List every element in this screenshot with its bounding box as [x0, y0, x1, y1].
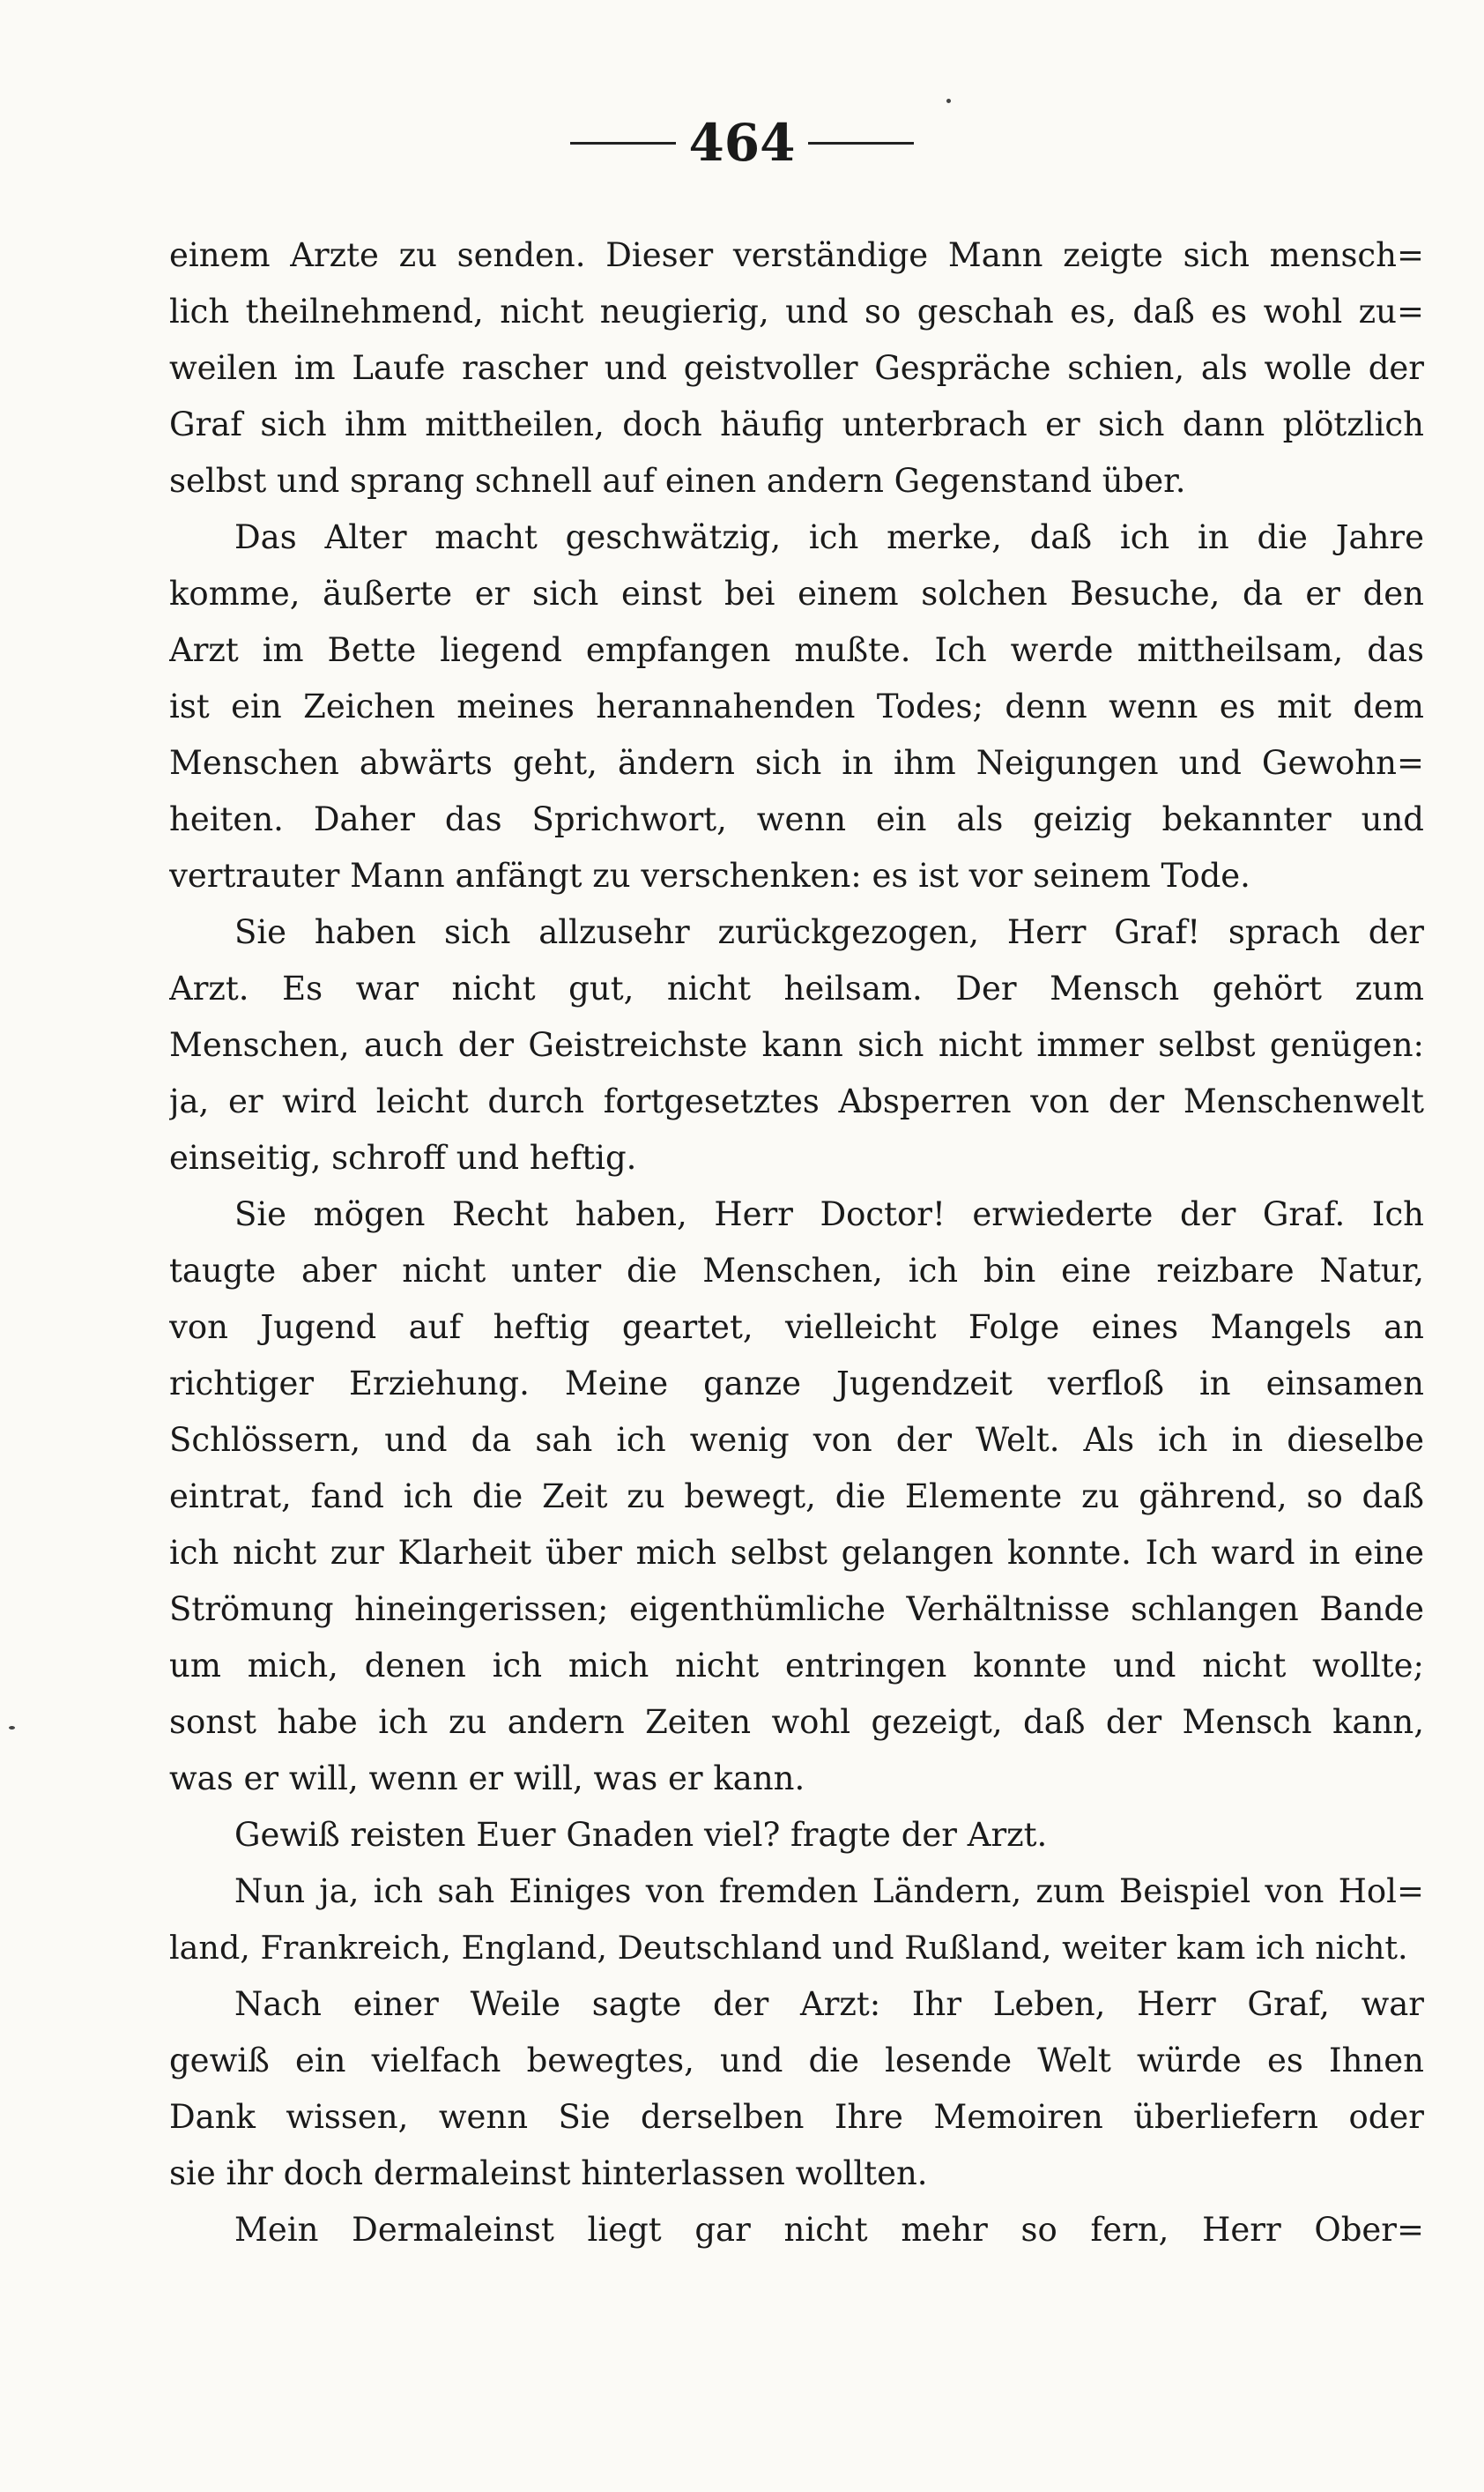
- text-line: ist ein Zeichen meines herannahenden Todes; denn wenn es mit dem: [169, 688, 1424, 725]
- text-line: von Jugend auf heftig geartet, vielleicht Folge eines Mangels an: [169, 1308, 1424, 1346]
- text-line: Mein Dermaleinst liegt gar nicht mehr so fern, Herr Ober=: [234, 2211, 1424, 2249]
- body-text: [169, 227, 1424, 2258]
- text-line: land, Frankreich, England, Deutschland und Rußland, weiter kam ich nicht.: [169, 1929, 1408, 1967]
- text-line: komme, äußerte er sich einst bei einem solchen Besuche, da er den: [169, 575, 1424, 613]
- text-line: Schlössern, und da sah ich wenig von der Welt. Als ich in dieselbe: [169, 1421, 1424, 1459]
- print-speck: [9, 1726, 15, 1730]
- page-header: [0, 113, 1484, 173]
- print-speck: [946, 99, 951, 103]
- text-line: was er will, wenn er will, was er kann.: [169, 1759, 805, 1797]
- text-line: taugte aber nicht unter die Menschen, ich bin eine reizbare Natur,: [169, 1252, 1424, 1290]
- text-line: richtiger Erziehung. Meine ganze Jugendzeit verfloß in einsamen: [169, 1365, 1424, 1402]
- text-line: weilen im Laufe rascher und geistvoller Gespräche schien, als wolle der: [169, 349, 1424, 387]
- text-line: selbst und sprang schnell auf einen andern Gegenstand über.: [169, 462, 1186, 500]
- text-line: vertrauter Mann anfängt zu verschenken: es ist vor seinem Tode.: [169, 857, 1250, 895]
- text-line: Dank wissen, wenn Sie derselben Ihre Memoiren überliefern oder: [169, 2098, 1424, 2136]
- text-line: Nach einer Weile sagte der Arzt: Ihr Leben, Herr Graf, war: [234, 1985, 1424, 2023]
- text-line: Strömung hineingerissen; eigenthümliche Verhältnisse schlangen Bande: [169, 1590, 1424, 1628]
- text-line: einseitig, schroff und heftig.: [169, 1139, 637, 1177]
- text-line: Arzt im Bette liegend empfangen mußte. Ich werde mittheilsam, das: [169, 631, 1424, 669]
- text-line: ich nicht zur Klarheit über mich selbst gelangen konnte. Ich ward in eine: [169, 1534, 1424, 1572]
- header-rule-right: [808, 142, 914, 145]
- text-line: Das Alter macht geschwätzig, ich merke, daß ich in die Jahre: [234, 518, 1424, 556]
- text-line: Menschen, auch der Geistreichste kann sich nicht immer selbst genügen:: [169, 1026, 1424, 1064]
- text-line: Nun ja, ich sah Einiges von fremden Ländern, zum Beispiel von Hol=: [234, 1872, 1424, 1910]
- page-number: 464: [688, 113, 796, 173]
- text-line: heiten. Daher das Sprichwort, wenn ein als geizig bekannter und: [169, 800, 1424, 838]
- text-line: Graf sich ihm mittheilen, doch häufig unterbrach er sich dann plötzlich: [169, 405, 1424, 443]
- header-rule-left: [570, 142, 676, 145]
- text-line: sie ihr doch dermaleinst hinterlassen wollten.: [169, 2154, 928, 2192]
- text-line: Sie mögen Recht haben, Herr Doctor! erwiederte der Graf. Ich: [234, 1195, 1424, 1233]
- text-line: Arzt. Es war nicht gut, nicht heilsam. Der Mensch gehört zum: [169, 970, 1424, 1008]
- text-line: ja, er wird leicht durch fortgesetztes Absperren von der Menschenwelt: [169, 1082, 1424, 1120]
- text-line: Sie haben sich allzusehr zurückgezogen, Herr Graf! sprach der: [234, 913, 1424, 951]
- text-line: Gewiß reisten Euer Gnaden viel? fragte der Arzt.: [234, 1816, 1048, 1854]
- text-line: um mich, denen ich mich nicht entringen konnte und nicht wollte;: [169, 1647, 1424, 1685]
- text-line: Menschen abwärts geht, ändern sich in ihm Neigungen und Gewohn=: [169, 744, 1424, 782]
- text-line: lich theilnehmend, nicht neugierig, und so geschah es, daß es wohl zu=: [169, 293, 1424, 331]
- text-line: einem Arzte zu senden. Dieser verständige Mann zeigte sich mensch=: [169, 236, 1424, 274]
- text-line: eintrat, fand ich die Zeit zu bewegt, die Elemente zu gährend, so daß: [169, 1477, 1424, 1515]
- text-line: sonst habe ich zu andern Zeiten wohl gezeigt, daß der Mensch kann,: [169, 1703, 1424, 1741]
- text-line: gewiß ein vielfach bewegtes, und die lesende Welt würde es Ihnen: [169, 2042, 1424, 2079]
